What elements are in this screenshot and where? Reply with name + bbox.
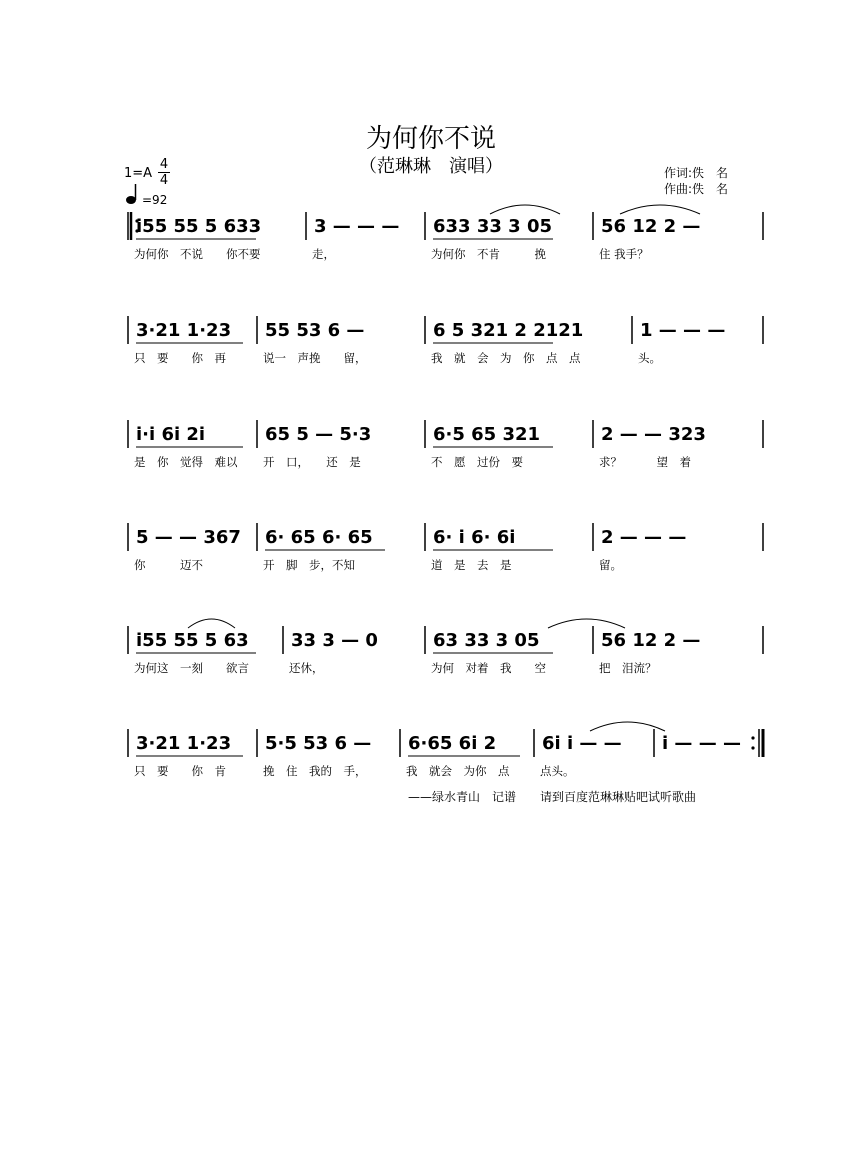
measure-notes: 6· i 6· 6i (433, 527, 516, 548)
footer-credit: ——绿水青山 记谱 请到百度范琳琳贴吧试听歌曲 (408, 790, 697, 804)
measure-lyrics: 走， (312, 247, 335, 261)
measure-notes: 2 — — 323 (601, 424, 706, 445)
measure-lyrics: 道 是 去 是 (431, 558, 512, 572)
measure-notes: 56 12 2 — (601, 630, 701, 651)
measure-notes: 6·65 6i 2 (408, 733, 497, 754)
measure-notes: 63 33 3 05 (433, 630, 540, 651)
measure-notes: i — — — (662, 733, 741, 754)
measure-lyrics: 把 泪流？ (599, 661, 657, 675)
measure-lyrics: 只 要 你 肯 (134, 764, 226, 778)
measure-notes: 55 53 6 — (265, 320, 365, 341)
slur (490, 205, 560, 214)
measure-lyrics: 我 就会 为你 点 (406, 764, 510, 778)
measure-notes: 6·5 65 321 (433, 424, 541, 445)
measure-notes: i·i 6i 2i (136, 424, 206, 445)
measure-lyrics: 你 迈不 (134, 558, 203, 572)
key-signature: 1=A (124, 166, 153, 181)
slur (548, 619, 625, 628)
measure-lyrics: 是 你 觉得 难以 (134, 455, 238, 469)
measure-notes: 5 — — 367 (136, 527, 241, 548)
tempo: =92 (142, 193, 168, 207)
measure-notes: 33 3 — 0 (291, 630, 378, 651)
lyricist-credit: 作词:佚 名 (664, 166, 729, 180)
subtitle: （范琳琳 演唱） (359, 156, 503, 177)
measure-lyrics: 不 愿 过份 要 (431, 455, 523, 469)
measure-notes: 5·5 53 6 — (265, 733, 372, 754)
repeat-dot (751, 746, 754, 749)
measure-lyrics: 头。 (638, 351, 661, 365)
measure-lyrics: 为何 对着 我 空 (431, 661, 546, 675)
measure-notes: 3·21 1·23 (136, 733, 232, 754)
composer-credit: 作曲:佚 名 (664, 182, 729, 196)
measure-notes: 2 — — — (601, 527, 687, 548)
measure-lyrics: 说一 声挽 留， (263, 351, 367, 365)
measure-lyrics: 我 就 会 为 你 点 点 (431, 351, 581, 365)
measure-lyrics: 只 要 你 再 (134, 351, 226, 365)
measure-lyrics: 为何你 不肯 挽 (431, 247, 546, 261)
measure-notes: i55 55 5 633 (136, 216, 262, 237)
measure-notes: 1 — — — (640, 320, 726, 341)
measure-notes: 6· 65 6· 65 (265, 527, 373, 548)
repeat-dot (751, 736, 754, 739)
page-title: 为何你不说 (365, 124, 496, 154)
measure-notes: 6 5 321 2 2121 (433, 320, 584, 341)
quarter-note-icon (126, 184, 136, 204)
measure-notes: i55 55 5 63 (136, 630, 249, 651)
measure-lyrics: 求？ 望 着 (599, 455, 691, 469)
time-signature-bottom: 4 (159, 173, 169, 188)
slur (188, 619, 235, 628)
measure-notes: 3 — — — (314, 216, 400, 237)
measure-lyrics: 留。 (599, 558, 622, 572)
measure-lyrics: 挽 住 我的 手， (263, 764, 367, 778)
measure-lyrics: 开 口， 还 是 (263, 455, 361, 469)
measure-lyrics: 为何这 一刻 欲言 (134, 661, 249, 675)
measure-notes: 56 12 2 — (601, 216, 701, 237)
measure-notes: 633 33 3 05 (433, 216, 552, 237)
measure-lyrics: 还休， (289, 661, 324, 675)
slur (620, 205, 700, 214)
measure-lyrics: 开 脚 步，不知 (263, 558, 355, 572)
measure-notes: 65 5 — 5·3 (265, 424, 372, 445)
measure-lyrics: 为何你 不说 你不要 (134, 247, 261, 261)
time-signature-top: 4 (159, 157, 169, 172)
measure-notes: 6i i — — (542, 733, 622, 754)
measure-lyrics: 住 我手？ (599, 247, 649, 261)
measure-lyrics: 点头。 (540, 764, 575, 778)
measure-notes: 3·21 1·23 (136, 320, 232, 341)
